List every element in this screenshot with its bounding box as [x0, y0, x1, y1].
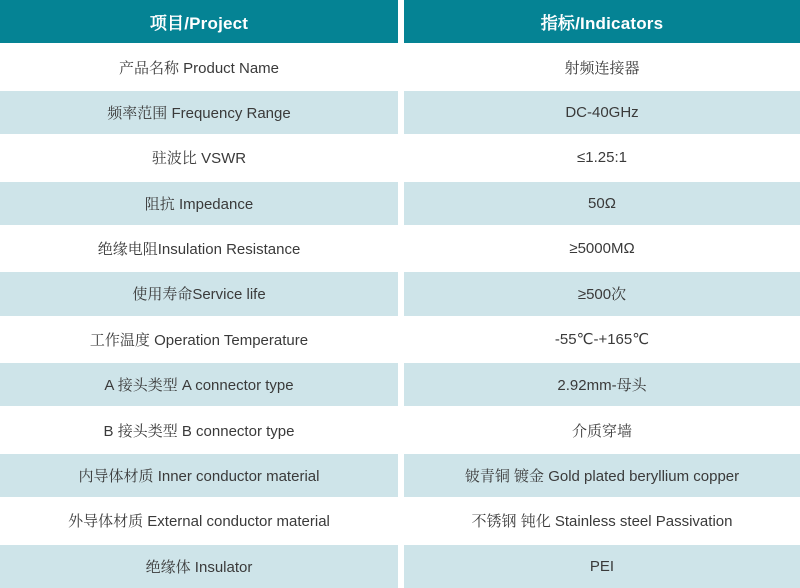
spec-row-indicator-cell: 50Ω	[404, 182, 800, 225]
spec-row-indicator-cell: -55℃-+165℃	[404, 318, 800, 361]
spec-row-indicator-cell: 不锈钢 钝化 Stainless steel Passivation	[404, 499, 800, 542]
spec-row-indicator-cell: DC-40GHz	[404, 91, 800, 134]
spec-row-indicator-cell: PEI	[404, 545, 800, 588]
spec-row-project-cell: 产品名称 Product Name	[0, 45, 398, 88]
spec-row-project-cell: 频率范围 Frequency Range	[0, 91, 398, 134]
spec-row-project-cell: 阻抗 Impedance	[0, 182, 398, 225]
spec-row-project-cell: 绝缘体 Insulator	[0, 545, 398, 588]
spec-row-indicator-cell: 介质穿墙	[404, 408, 800, 451]
spec-row-project-cell: A 接头类型 A connector type	[0, 363, 398, 406]
spec-row-indicator-cell: ≥5000MΩ	[404, 227, 800, 270]
spec-row-project-cell: 绝缘电阻Insulation Resistance	[0, 227, 398, 270]
spec-row-indicator-cell: 射频连接器	[404, 45, 800, 88]
spec-row-project-cell: 外导体材质 External conductor material	[0, 499, 398, 542]
spec-row-project-cell: 驻波比 VSWR	[0, 136, 398, 179]
spec-row-project-cell: 使用寿命Service life	[0, 272, 398, 315]
spec-row-project-cell: B 接头类型 B connector type	[0, 408, 398, 451]
column-header-project: 项目/Project	[0, 0, 398, 43]
spec-row-project-cell: 工作温度 Operation Temperature	[0, 318, 398, 361]
spec-row-project-cell: 内导体材质 Inner conductor material	[0, 454, 398, 497]
spec-row-indicator-cell: ≥500次	[404, 272, 800, 315]
spec-row-indicator-cell: ≤1.25:1	[404, 136, 800, 179]
column-header-indicators: 指标/Indicators	[404, 0, 800, 43]
spec-row-indicator-cell: 2.92mm-母头	[404, 363, 800, 406]
spec-row-indicator-cell: 铍青铜 镀金 Gold plated beryllium copper	[404, 454, 800, 497]
